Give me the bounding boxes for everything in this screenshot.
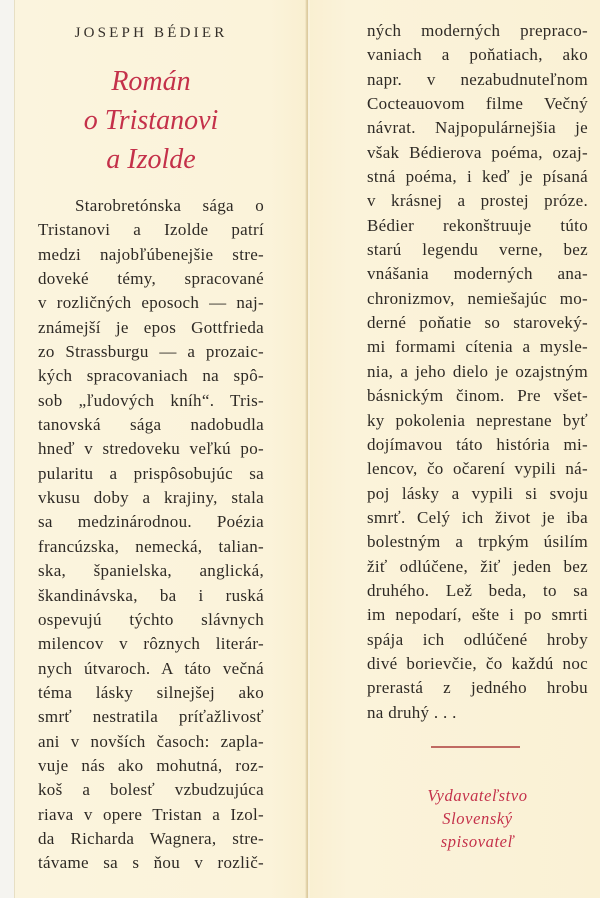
publisher-line: spisovateľ — [440, 832, 515, 851]
text-line: doveké témy, spracované — [38, 269, 264, 289]
text-line: na druhý . . . — [367, 702, 457, 722]
text-line: vkusu doby a krajiny, stala — [38, 488, 264, 508]
scan-edge-strip — [0, 0, 15, 898]
text-line: medzi najobľúbenejšie stre- — [38, 244, 264, 264]
page-gutter-crease — [305, 0, 310, 898]
text-line: starú legendu verne, bez — [367, 240, 588, 260]
text-line: ných moderných prepraco- — [367, 21, 588, 40]
text-line: ani v novších časoch: zapla- — [38, 731, 264, 751]
text-line: v krásnej a prostej próze. — [367, 191, 588, 211]
text-line: napr. v nezabudnuteľnom — [367, 69, 588, 89]
text-line: ska, španielska, anglická, — [38, 561, 264, 581]
publisher-imprint — [367, 784, 588, 853]
text-line: Cocteauovom filme Večný — [367, 94, 588, 114]
text-line: Bédier rekonštruuje túto — [367, 215, 588, 235]
text-line: Tristanovi a Izolde patrí — [38, 220, 264, 240]
text-line: vaniach a poňatiach, ako — [367, 45, 588, 65]
text-line: poj lásky a vypili si svoju — [367, 483, 588, 503]
text-line: stná poéma, i keď je písaná — [367, 167, 588, 187]
text-line: hneď v stredoveku veľkú po- — [38, 439, 264, 459]
body-text-right — [367, 19, 588, 725]
book-title — [38, 62, 264, 179]
text-line: távame sa s ňou v rozlič- — [38, 853, 264, 873]
text-line: v rozličných eposoch — naj- — [38, 293, 264, 313]
publisher-line: Slovenský — [442, 809, 513, 828]
text-line: ky pokolenia neprestane byť — [367, 410, 588, 430]
text-line: milencov v rôznych literár- — [38, 634, 264, 654]
text-line: divé borievčie, čo každú noc — [367, 653, 588, 673]
text-line: smrť. Celý ich život je iba — [367, 507, 588, 527]
text-line: da Richarda Wagnera, stre- — [38, 828, 264, 848]
text-line: koš a bolesť vzbudzujúca — [38, 780, 264, 800]
text-line: spája ich odlúčené hroby — [367, 629, 588, 649]
text-line: vuje nás ako mohutná, roz- — [38, 755, 264, 775]
text-line: chronizmov, nemiešajúc mo- — [367, 288, 588, 308]
text-line: smrť nestratila príťažlivosť — [38, 707, 264, 727]
text-line: Starobretónska sága o — [75, 196, 264, 215]
text-line: lencov, čo očarení vypili ná- — [367, 459, 588, 479]
text-line: sob „ľudových kníh“. Tris- — [38, 390, 264, 410]
text-line: riava v opere Tristan a Izol- — [38, 804, 264, 824]
text-line: škandinávska, ba i ruská — [38, 585, 264, 605]
text-line: návrat. Najpopulárnejšia je — [367, 118, 588, 138]
body-text-left — [38, 194, 264, 876]
text-line: však Bédierova poéma, ozaj- — [367, 142, 588, 162]
text-line: prerastá z jedného hrobu — [367, 678, 588, 698]
text-line: bolestným a trpkým úsilím — [367, 532, 588, 552]
text-line: známejší je epos Gottfrieda — [38, 317, 264, 337]
text-line: zo Strassburgu — a prozaic- — [38, 342, 264, 362]
text-line: druhého. Lež beda, to sa — [367, 580, 588, 600]
text-line: derné poňatie so staroveký- — [367, 313, 588, 333]
publisher-line: Vydavateľstvo — [427, 786, 528, 805]
title-line: o Tristanovi — [83, 105, 219, 136]
text-line: ospevujú týchto slávnych — [38, 609, 264, 629]
text-line: francúzska, nemecká, talian- — [38, 536, 264, 556]
text-line: nych útvaroch. A táto večná — [38, 658, 264, 678]
text-line: kých spracovaniach na spô- — [38, 366, 264, 386]
text-line: dojímavou táto história mi- — [367, 434, 588, 454]
imprint-rule — [431, 746, 520, 748]
text-line: nia, a jeho dielo je ozajstným — [367, 361, 588, 381]
text-line: mi formami cítenia a mysle- — [367, 337, 588, 357]
text-line: pularitu a prispôsobujúc sa — [38, 463, 264, 483]
text-line: básnickým činom. Pre všet- — [367, 386, 588, 406]
text-line: téma lásky silnejšej ako — [38, 682, 264, 702]
left-column — [38, 0, 264, 873]
text-line: sa medzinárodnou. Poézia — [38, 512, 264, 532]
text-line: tanovská sága nadobudla — [38, 415, 264, 435]
text-line: im nepodarí, ešte i po smrti — [367, 605, 588, 625]
title-line: Román — [111, 66, 191, 97]
text-line: vnášania moderných ana- — [367, 264, 588, 284]
author-name: JOSEPH BÉDIER — [74, 25, 228, 41]
text-line: žiť odlúčene, žiť jeden bez — [367, 556, 588, 576]
title-line: a Izolde — [106, 144, 196, 175]
